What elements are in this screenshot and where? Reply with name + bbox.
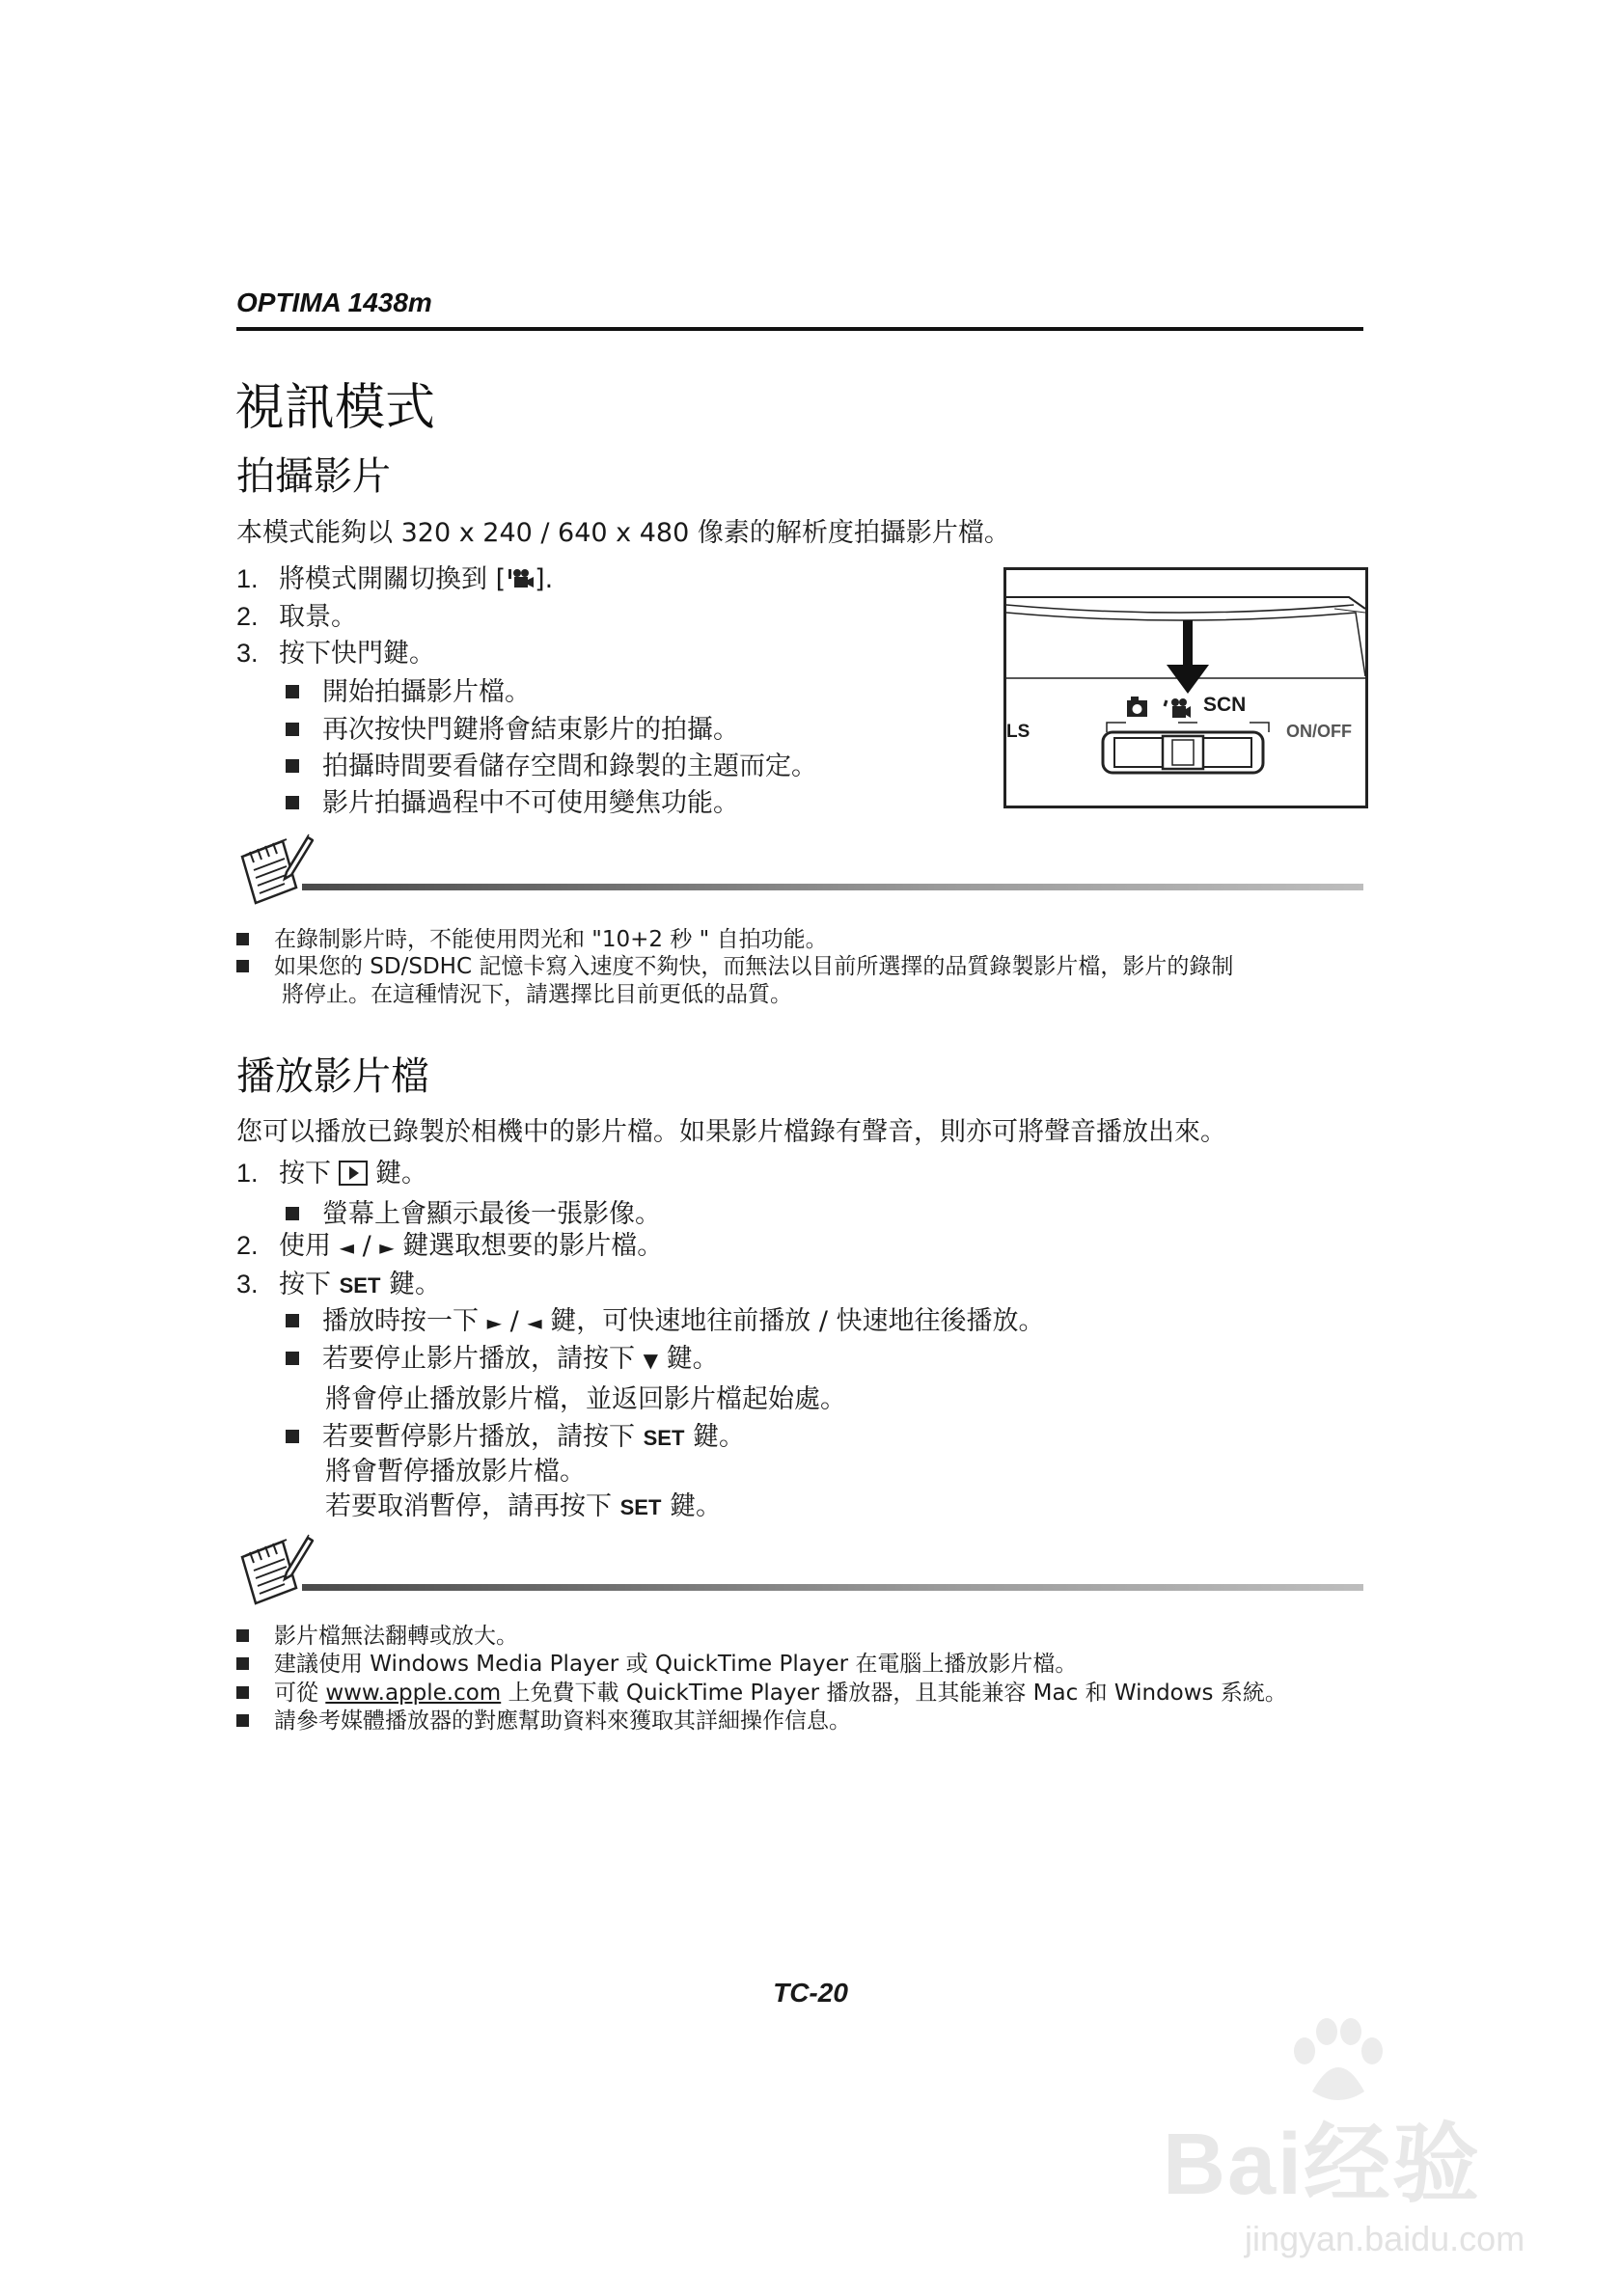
bullet-square-icon — [286, 796, 299, 809]
camera-top-illustration — [1006, 570, 1365, 806]
bullet-square-icon — [286, 759, 299, 773]
note-text: 建議使用 Windows Media Player 或 QuickTime Player 在電腦上播放影片檔。 — [274, 1652, 1078, 1677]
bullet-text-end: 鍵。 — [692, 1422, 745, 1452]
bullet-square-icon — [236, 933, 249, 945]
bullet-text: 再次按快門鍵將會結束影片的拍攝。 — [322, 715, 739, 745]
record-bullet-2 — [286, 708, 739, 746]
note-block-1 — [236, 834, 1363, 907]
step-text: 使用 — [279, 1231, 331, 1261]
record-step-1 — [236, 558, 553, 595]
step-text-end: ]. — [535, 564, 554, 594]
bullet-square-icon — [236, 1657, 249, 1670]
record-step-3 — [236, 632, 435, 670]
note-text-end: 上免費下載 QuickTime Player 播放器，且其能兼容 Mac 和 Windows 系統。 — [508, 1681, 1287, 1706]
note-text: 影片檔無法翻轉或放大。 — [274, 1624, 518, 1649]
page-title: 視訊模式 — [234, 379, 436, 437]
note-text: 如果您的 SD/SDHC 記憶卡寫入速度不夠快，而無法以目前所選擇的品質錄製影片檔，影片的錄制 — [274, 954, 1234, 979]
playback-bullet-3-cont-2 — [325, 1485, 722, 1522]
step-number: 1. — [236, 1159, 259, 1188]
diagram-label-scn: SCN — [1203, 694, 1247, 716]
note2-line-4 — [236, 1703, 851, 1735]
bullet-square-icon — [286, 685, 299, 698]
step-text-end: 鍵選取想要的影片檔。 — [402, 1231, 664, 1261]
step-text-end: 鍵。 — [375, 1159, 427, 1189]
playback-bullet-2 — [286, 1337, 719, 1375]
play-button-icon — [339, 1161, 368, 1186]
bullet-text: 若要取消暫停，請再按下 — [325, 1491, 612, 1521]
section-title-playback: 播放影片檔 — [236, 1054, 429, 1099]
playback-step-1 — [236, 1152, 427, 1189]
note-text: 在錄制影片時，不能使用閃光和 "10+2 秒 " 自拍功能。 — [274, 927, 828, 952]
header-model: OPTIMA 1438m — [236, 287, 432, 317]
set-key-label: SET — [619, 1495, 662, 1519]
record-bullet-4 — [286, 781, 739, 819]
diagram-label-onoff: ON/OFF — [1286, 722, 1352, 741]
bullet-text: 影片拍攝過程中不可使用變焦功能。 — [322, 788, 739, 818]
playback-step-2 — [236, 1224, 663, 1262]
right-arrow-icon: ► — [486, 1311, 502, 1334]
note-text: 可從 — [274, 1681, 318, 1706]
bullet-square-icon — [286, 1207, 299, 1220]
bullet-square-icon — [286, 723, 299, 736]
right-arrow-icon: ► — [379, 1236, 395, 1259]
playback-bullet-1 — [286, 1299, 1045, 1337]
note-rule — [302, 1584, 1363, 1591]
slash: / — [362, 1231, 371, 1261]
notepad-pencil-icon — [236, 1534, 314, 1607]
playback-step-3 — [236, 1263, 441, 1300]
slash: / — [509, 1306, 519, 1336]
note-block-2 — [236, 1534, 1363, 1607]
apple-link[interactable]: www.apple.com — [325, 1681, 502, 1706]
record-step-2 — [236, 595, 357, 633]
note2-line-2 — [236, 1646, 1077, 1678]
step-number: 1. — [236, 564, 259, 593]
step-number: 2. — [236, 602, 259, 631]
bullet-square-icon — [236, 960, 249, 972]
record-intro: 本模式能夠以 320 x 240 / 640 x 480 像素的解析度拍攝影片檔。 — [236, 518, 1010, 548]
note1-line-3: 將停止。在這種情況下，請選擇比目前更低的品質。 — [282, 982, 792, 1007]
movie-camera-icon — [506, 567, 535, 590]
bullet-square-icon — [286, 1352, 299, 1365]
mode-switch-diagram — [1003, 567, 1368, 808]
set-key-label: SET — [339, 1273, 381, 1298]
step-number: 3. — [236, 1270, 259, 1298]
step-text: 按下 — [279, 1270, 331, 1299]
playback-intro: 您可以播放已錄製於相機中的影片檔。如果影片檔錄有聲音，則亦可將聲音播放出來。 — [236, 1117, 1226, 1147]
page-number: TC-20 — [773, 1978, 848, 2008]
bullet-text-end: 鍵。 — [669, 1491, 722, 1521]
left-arrow-icon: ◄ — [527, 1311, 542, 1334]
bullet-square-icon — [286, 1430, 299, 1443]
watermark-url: jingyan.baidu.com — [1245, 2219, 1525, 2258]
step-text: 按下快門鍵。 — [279, 639, 435, 669]
bullet-text: 螢幕上會顯示最後一張影像。 — [322, 1199, 661, 1229]
note-text: 請參考媒體播放器的對應幫助資料來獲取其詳細操作信息。 — [274, 1708, 851, 1734]
bullet-text: 若要暫停影片播放，請按下 — [322, 1422, 635, 1452]
bullet-text: 若要停止影片播放，請按下 — [322, 1344, 635, 1374]
playback-bullet-2-cont: 將會停止播放影片檔，並返回影片檔起始處。 — [325, 1384, 846, 1414]
left-arrow-icon: ◄ — [339, 1236, 354, 1259]
bullet-square-icon — [236, 1686, 249, 1699]
step-text: 將模式開關切換到 [ — [279, 564, 507, 594]
bullet-text: 拍攝時間要看儲存空間和錄製的主題而定。 — [322, 752, 817, 781]
record-bullet-3 — [286, 745, 817, 782]
playback-bullet-3 — [286, 1415, 745, 1453]
record-bullet-1 — [286, 670, 531, 708]
bullet-square-icon — [236, 1629, 249, 1642]
section-title-record: 拍攝影片 — [236, 454, 391, 499]
note-rule — [302, 884, 1363, 890]
bullet-square-icon — [236, 1714, 249, 1727]
bullet-text: 播放時按一下 — [322, 1306, 479, 1336]
step-text-end: 鍵。 — [388, 1270, 441, 1299]
bullet-text-end: 鍵。 — [666, 1344, 719, 1374]
bullet-text: 開始拍攝影片檔。 — [322, 677, 531, 707]
bullet-text-end: 鍵，可快速地往前播放 / 快速地往後播放。 — [550, 1306, 1045, 1336]
set-key-label: SET — [643, 1426, 685, 1450]
step-number: 2. — [236, 1231, 259, 1260]
diagram-label-left: LS — [1006, 722, 1030, 742]
step-text: 按下 — [279, 1159, 331, 1189]
watermark-brand: Bai经验 — [1163, 2117, 1482, 2213]
down-arrow-icon: ▼ — [643, 1349, 658, 1372]
step-number: 3. — [236, 639, 259, 668]
step-text: 取景。 — [279, 602, 357, 632]
header-rule — [236, 327, 1363, 331]
notepad-pencil-icon — [236, 834, 314, 907]
bullet-square-icon — [286, 1314, 299, 1327]
playback-bullet-3-cont-1: 將會暫停播放影片檔。 — [325, 1457, 586, 1487]
